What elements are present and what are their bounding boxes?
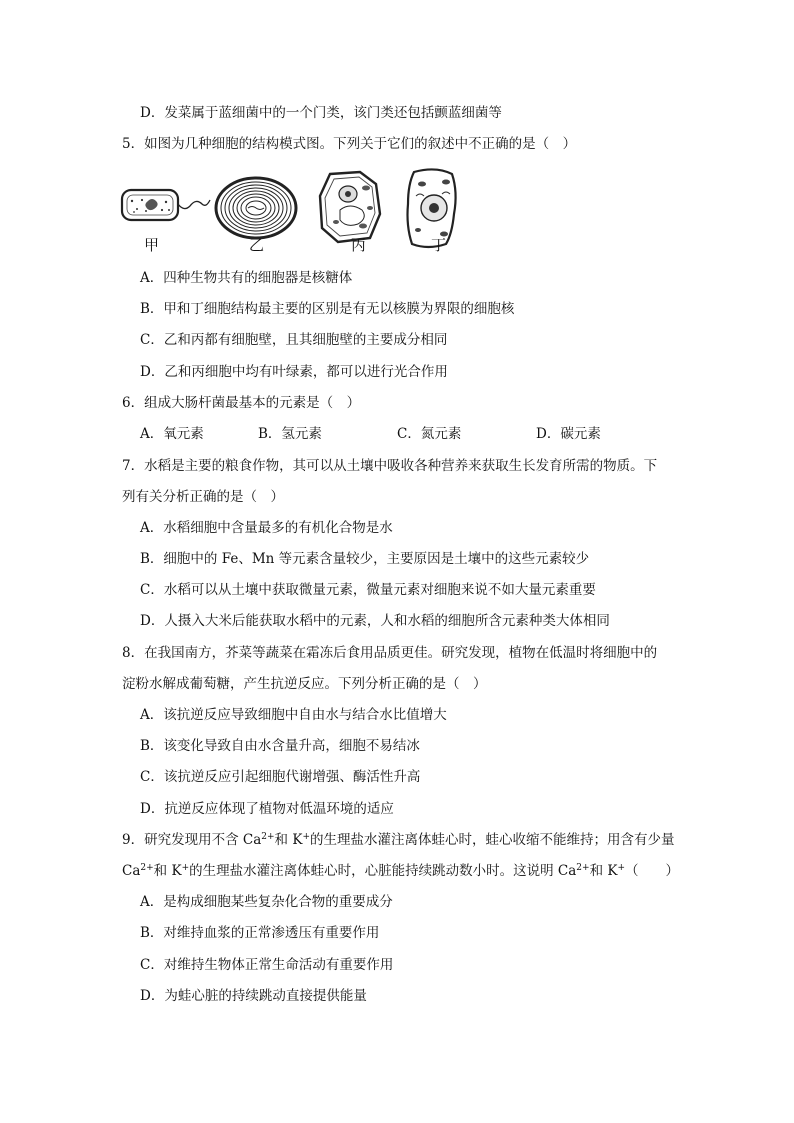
- q9-line1-part3: 的生理盐水灌注离体蛙心时，蛙心收缩不能维持；用含有少量: [309, 832, 675, 848]
- q6-option-b: B．氢元素: [258, 426, 322, 442]
- q9-line2-part3: 的生理盐水灌注离体蛙心时，心脏能持续跳动数小时。这说明 Ca: [189, 863, 577, 879]
- q4-option-d: D．发菜属于蓝细菌中的一个门类，该门类还包括颤蓝细菌等: [140, 105, 502, 121]
- q8-option-b: B．该变化导致自由水含量升高，细胞不易结冰: [140, 738, 420, 754]
- label-bing: 丙: [351, 236, 367, 254]
- q5-option-d: D．乙和丙细胞中均有叶绿素，都可以进行光合作用: [140, 364, 448, 380]
- q6-option-d: D．碳元素: [536, 426, 601, 442]
- q5-option-a: A．四种生物共有的细胞器是核糖体: [140, 270, 353, 286]
- q7-option-a: A．水稻细胞中含量最多的有机化合物是水: [140, 520, 393, 536]
- q8-stem-line1: 8．在我国南方，芥菜等蔬菜在霜冻后食用品质更佳。研究发现，植物在低温时将细胞中的: [122, 645, 658, 661]
- q9-stem-line2: [122, 861, 679, 881]
- q9-line2-part1: Ca: [122, 863, 141, 879]
- q8-stem-line2: 淀粉水解成葡萄糖，产生抗逆反应。下列分析正确的是（ ）: [122, 676, 487, 692]
- q9-option-c: C．对维持生物体正常生命活动有重要作用: [140, 957, 394, 973]
- q9-line1-part2: 和 K: [274, 832, 303, 848]
- q7-stem-line2: 列有关分析正确的是（ ）: [122, 489, 284, 505]
- plant-cell-diagram: [320, 172, 380, 242]
- label-yi: 乙: [249, 236, 265, 254]
- q9-option-b: B．对维持血浆的正常渗透压有重要作用: [140, 925, 380, 941]
- q9-stem-line1: [122, 830, 674, 850]
- q9-line2-part5: （ ）: [625, 863, 679, 879]
- q5-option-b: B．甲和丁细胞结构最主要的区别是有无以核膜为界限的细胞核: [140, 301, 515, 317]
- q7-option-b: B．细胞中的 Fe、Mn 等元素含量较少，主要原因是土壤中的这些元素较少: [140, 551, 590, 567]
- calcium-charge: 2+: [140, 863, 154, 873]
- q6-option-a: A．氧元素: [140, 426, 204, 442]
- ring-cell-diagram: [216, 178, 296, 238]
- cell-diagrams: [118, 164, 478, 258]
- q7-option-d: D．人摄入大米后能获取水稻中的元素，人和水稻的细胞所含元素种类大体相同: [140, 613, 610, 629]
- q5-option-c: C．乙和丙都有细胞壁，且其细胞壁的主要成分相同: [140, 332, 448, 348]
- potassium-charge: +: [617, 863, 625, 873]
- q9-line2-part2: 和 K: [153, 863, 182, 879]
- q5-stem: 5．如图为几种细胞的结构模式图。下列关于它们的叙述中不正确的是（ ）: [122, 136, 577, 152]
- calcium-charge: 2+: [261, 832, 275, 842]
- q6-stem: 6．组成大肠杆菌最基本的元素是（ ）: [122, 395, 361, 411]
- potassium-charge: +: [302, 832, 310, 842]
- bacterium-cell-diagram: [122, 190, 210, 220]
- q8-option-a: A．该抗逆反应导致细胞中自由水与结合水比值增大: [140, 707, 447, 723]
- q9-line1-part1: 9．研究发现用不含 Ca: [122, 832, 262, 848]
- label-ding: 丁: [431, 236, 447, 254]
- label-jia: 甲: [144, 236, 160, 254]
- cell-structure-figure: [118, 164, 478, 258]
- potassium-charge: +: [181, 863, 190, 873]
- q7-stem-line1: 7．水稻是主要的粮食作物，其可以从土壤中吸收各种营养来获取生长发育所需的物质。下: [122, 458, 658, 474]
- q9-option-a: A．是构成细胞某些复杂化合物的重要成分: [140, 894, 393, 910]
- q7-option-c: C．水稻可以从土壤中获取微量元素，微量元素对细胞来说不如大量元素重要: [140, 582, 596, 598]
- q9-line2-part4: 和 K: [589, 863, 618, 879]
- q8-option-d: D．抗逆反应体现了植物对低温环境的适应: [140, 801, 394, 817]
- q6-option-c: C．氮元素: [397, 426, 462, 442]
- q8-option-c: C．该抗逆反应引起细胞代谢增强、酶活性升高: [140, 769, 421, 785]
- q9-option-d: D．为蛙心脏的持续跳动直接提供能量: [140, 988, 367, 1004]
- calcium-charge: 2+: [576, 863, 590, 873]
